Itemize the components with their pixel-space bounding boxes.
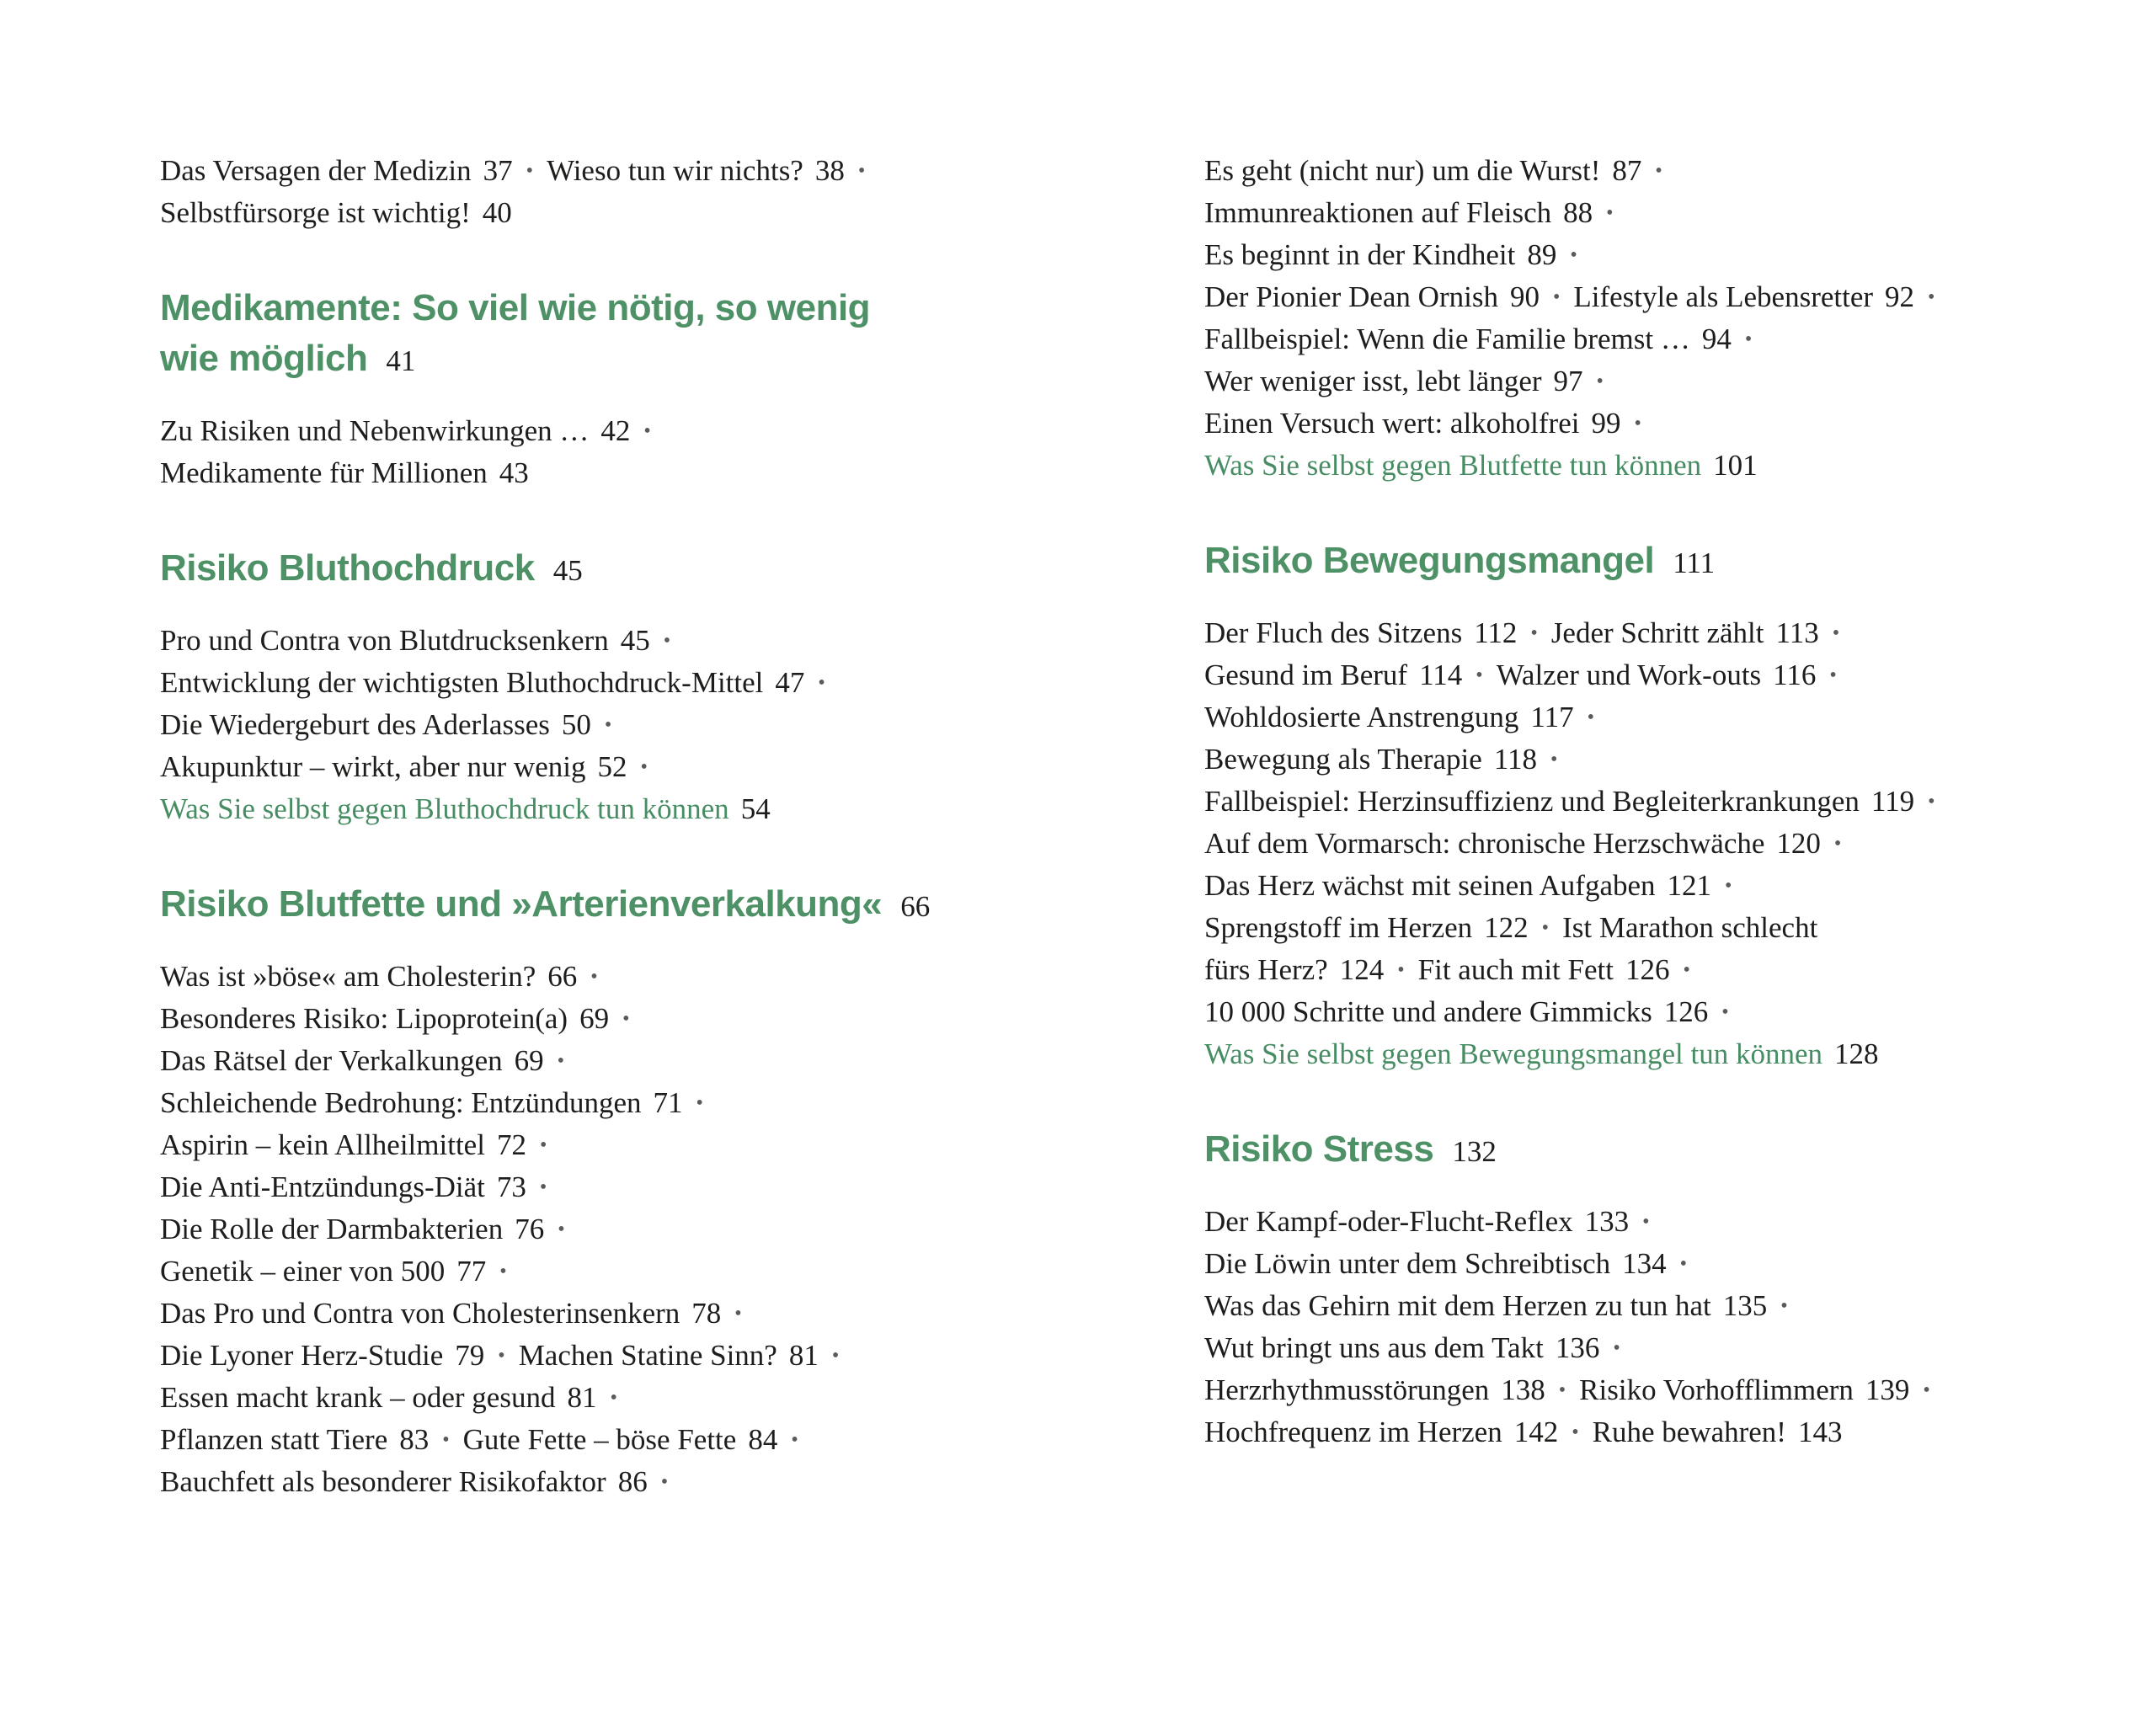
entry-page-number: 73 [496, 1170, 526, 1203]
separator-dot-icon: • [1570, 244, 1577, 266]
separator-dot-icon: • [442, 1429, 450, 1451]
toc-entry [160, 620, 1137, 662]
entry-title: Gesund im Beruf [1204, 659, 1408, 691]
entry-title: Das Versagen der Medizin [160, 154, 472, 187]
entry-title: Was Sie selbst gegen Blutfette tun können [1204, 449, 1702, 482]
entry-title: Auf dem Vormarsch: chronische Herzschwäche [1204, 827, 1765, 860]
separator-dot-icon: • [1832, 622, 1840, 644]
entry-title: Einen Versuch wert: alkoholfrei [1204, 407, 1580, 440]
entry-title: Die Rolle der Darmbakterien [160, 1213, 504, 1245]
entry-group [160, 956, 1137, 1503]
entry-title: Wer weniger isst, lebt länger [1204, 365, 1542, 397]
entry-page-number: 52 [597, 750, 627, 783]
toc-entry [160, 150, 1137, 192]
entry-page-number: 136 [1555, 1331, 1600, 1364]
toc-entry [160, 704, 1137, 746]
toc-entry [1204, 445, 2114, 487]
toc-entry [1204, 823, 2114, 865]
entry-page-number: 133 [1584, 1205, 1630, 1238]
entry-group [1204, 612, 2114, 1075]
entry-page-number: 126 [1625, 953, 1670, 986]
separator-dot-icon: • [818, 672, 825, 694]
entry-group [160, 150, 1137, 234]
entry-page-number: 40 [482, 196, 512, 229]
section-heading-text: Risiko Stress [1204, 1128, 1434, 1170]
entry-page-number: 81 [788, 1339, 819, 1372]
entry-page-number: 143 [1797, 1416, 1843, 1448]
entry-title: Akupunktur – wirkt, aber nur wenig [160, 750, 586, 783]
toc-entry [160, 956, 1137, 998]
entry-title: Was Sie selbst gegen Bluthochdruck tun können [160, 792, 729, 825]
entry-page-number: 92 [1885, 280, 1915, 313]
separator-dot-icon: • [1572, 1421, 1579, 1443]
section-page-number: 66 [900, 890, 931, 923]
entry-page-number: 97 [1553, 365, 1583, 397]
entry-title: Besonderes Risiko: Lipoprotein(a) [160, 1002, 568, 1035]
separator-dot-icon: • [663, 630, 671, 652]
entry-title: Ruhe bewahren! [1592, 1416, 1786, 1448]
separator-dot-icon: • [610, 1387, 617, 1409]
separator-dot-icon: • [1923, 1379, 1930, 1401]
entry-title: Bewegung als Therapie [1204, 743, 1482, 776]
section-heading [1204, 536, 2114, 589]
entry-page-number: 47 [775, 666, 805, 699]
entry-page-number: 89 [1527, 238, 1557, 271]
entry-title: Bauchfett als besonderer Risikofaktor [160, 1465, 606, 1498]
entry-title: Ist Marathon schlecht [1562, 911, 1818, 944]
separator-dot-icon: • [1550, 749, 1558, 771]
toc-entry [160, 1377, 1137, 1419]
entry-title: Medikamente für Millionen [160, 456, 488, 489]
toc-entry [160, 1208, 1137, 1250]
section-heading-row [1204, 1124, 2114, 1177]
section-heading-row [1204, 536, 2114, 589]
toc-entry [1204, 696, 2114, 739]
entry-title: Der Kampf-oder-Flucht-Reflex [1204, 1205, 1573, 1238]
entry-page-number: 54 [740, 792, 771, 825]
entry-title: Fallbeispiel: Wenn die Familie bremst … [1204, 323, 1690, 355]
separator-dot-icon: • [1928, 286, 1935, 308]
entry-page-number: 134 [1622, 1247, 1667, 1280]
separator-dot-icon: • [734, 1303, 742, 1325]
section-heading-row [160, 879, 1137, 932]
separator-dot-icon: • [1642, 1211, 1650, 1233]
entry-title: Die Lyoner Herz-Studie [160, 1339, 444, 1372]
toc-column-right [1204, 150, 2114, 1453]
toc-entry [160, 410, 1137, 452]
entry-page-number: 72 [496, 1128, 526, 1161]
separator-dot-icon: • [499, 1261, 507, 1282]
entry-title: Was Sie selbst gegen Bewegungsmangel tun können [1204, 1037, 1822, 1070]
entry-page-number: 128 [1834, 1037, 1879, 1070]
toc-entry [1204, 234, 2114, 276]
entry-title: Essen macht krank – oder gesund [160, 1381, 556, 1414]
entry-title: Die Löwin unter dem Schreibtisch [1204, 1247, 1611, 1280]
toc-entry [160, 1461, 1137, 1503]
separator-dot-icon: • [1679, 1253, 1688, 1275]
entry-group [1204, 1201, 2114, 1453]
entry-group [1204, 150, 2114, 487]
toc-column-left [160, 150, 1137, 1503]
toc-entry [1204, 781, 2114, 823]
separator-dot-icon: • [791, 1429, 798, 1451]
separator-dot-icon: • [1829, 664, 1837, 686]
entry-page-number: 69 [579, 1002, 610, 1035]
toc-entry [160, 1124, 1137, 1166]
entry-title: Schleichende Bedrohung: Entzündungen [160, 1086, 642, 1119]
separator-dot-icon: • [1655, 160, 1662, 182]
toc-entry [1204, 1033, 2114, 1075]
section-page-number: 111 [1673, 547, 1716, 579]
entry-title: Aspirin – kein Allheilmittel [160, 1128, 485, 1161]
entry-page-number: 138 [1501, 1373, 1545, 1406]
entry-title: Risiko Vorhofflimmern [1579, 1373, 1854, 1406]
section-heading-text: wie möglich [160, 338, 368, 379]
entry-page-number: 101 [1713, 449, 1758, 482]
separator-dot-icon: • [1721, 1001, 1729, 1023]
separator-dot-icon: • [640, 756, 648, 778]
entry-page-number: 135 [1722, 1289, 1768, 1322]
toc-entry [160, 1293, 1137, 1335]
entry-title: Was das Gehirn mit dem Herzen zu tun hat [1204, 1289, 1711, 1322]
entry-title: fürs Herz? [1204, 953, 1328, 986]
entry-title: Pflanzen statt Tiere [160, 1423, 388, 1456]
entry-page-number: 120 [1776, 827, 1821, 860]
toc-entry [1204, 907, 2114, 949]
section-heading-row [160, 283, 1137, 333]
toc-entry [160, 998, 1137, 1040]
entry-page-number: 90 [1509, 280, 1540, 313]
separator-dot-icon: • [831, 1345, 840, 1367]
separator-dot-icon: • [498, 1345, 505, 1367]
separator-dot-icon: • [857, 160, 866, 182]
separator-dot-icon: • [622, 1008, 630, 1030]
entry-title: Pro und Contra von Blutdrucksenkern [160, 624, 609, 657]
separator-dot-icon: • [660, 1471, 669, 1493]
section-heading [160, 283, 1137, 387]
entry-page-number: 87 [1612, 154, 1642, 187]
entry-page-number: 142 [1513, 1416, 1559, 1448]
separator-dot-icon: • [557, 1050, 565, 1072]
toc-entry [1204, 318, 2114, 360]
entry-page-number: 86 [617, 1465, 648, 1498]
toc-entry [160, 1082, 1137, 1124]
separator-dot-icon: • [1634, 413, 1641, 435]
entry-title: Wieso tun wir nichts? [547, 154, 803, 187]
toc-entry [1204, 612, 2114, 654]
entry-page-number: 45 [620, 624, 650, 657]
section-heading-text: Risiko Blutfette und »Arterienverkalkung« [160, 883, 883, 925]
section-heading-row [160, 543, 1137, 596]
separator-dot-icon: • [1552, 286, 1561, 308]
separator-dot-icon: • [1606, 202, 1614, 224]
entry-page-number: 84 [748, 1423, 778, 1456]
entry-page-number: 42 [600, 414, 631, 447]
toc-entry [1204, 403, 2114, 445]
entry-page-number: 69 [514, 1044, 544, 1077]
toc-entry [1204, 1327, 2114, 1369]
separator-dot-icon: • [1530, 622, 1538, 644]
toc-entry [1204, 192, 2114, 234]
separator-dot-icon: • [526, 160, 534, 182]
separator-dot-icon: • [1725, 875, 1732, 897]
entry-page-number: 37 [483, 154, 513, 187]
entry-page-number: 77 [456, 1255, 487, 1288]
section-heading [160, 879, 1137, 932]
section-heading-text: Risiko Bluthochdruck [160, 547, 535, 589]
section-heading [160, 543, 1137, 596]
entry-title: Das Pro und Contra von Cholesterinsenkern [160, 1297, 680, 1330]
toc-entry [1204, 1243, 2114, 1285]
separator-dot-icon: • [643, 420, 651, 442]
toc-entry [160, 1166, 1137, 1208]
separator-dot-icon: • [590, 966, 598, 988]
toc-entry [1204, 739, 2114, 781]
toc-entry [160, 662, 1137, 704]
separator-dot-icon: • [1744, 328, 1753, 350]
section-heading-text: Medikamente: So viel wie nötig, so wenig [160, 287, 871, 328]
toc-entry [1204, 865, 2114, 907]
entry-group [160, 410, 1137, 494]
separator-dot-icon: • [1683, 959, 1690, 981]
entry-title: Gute Fette – böse Fette [462, 1423, 737, 1456]
toc-entry [1204, 949, 2114, 991]
entry-title: Die Wiedergeburt des Aderlasses [160, 708, 550, 741]
separator-dot-icon: • [1541, 917, 1550, 939]
entry-page-number: 50 [561, 708, 591, 741]
separator-dot-icon: • [1596, 371, 1604, 392]
entry-page-number: 79 [455, 1339, 485, 1372]
separator-dot-icon: • [1613, 1337, 1620, 1359]
entry-title: Wohldosierte Anstrengung [1204, 701, 1519, 733]
toc-entry [160, 192, 1137, 234]
toc-entry [160, 1335, 1137, 1377]
entry-page-number: 66 [547, 960, 578, 993]
entry-page-number: 113 [1775, 616, 1819, 649]
section-page-number: 45 [552, 554, 583, 587]
toc-entry [160, 1419, 1137, 1461]
entry-title: Der Fluch des Sitzens [1204, 616, 1463, 649]
entry-title: Selbstfürsorge ist wichtig! [160, 196, 471, 229]
entry-page-number: 139 [1865, 1373, 1910, 1406]
entry-page-number: 76 [515, 1213, 545, 1245]
entry-title: Machen Statine Sinn? [518, 1339, 777, 1372]
separator-dot-icon: • [539, 1176, 547, 1198]
entry-title: Es beginnt in der Kindheit [1204, 238, 1516, 271]
entry-page-number: 43 [499, 456, 529, 489]
entry-page-number: 99 [1591, 407, 1621, 440]
toc-entry [1204, 1285, 2114, 1327]
entry-title: Lifestyle als Lebensretter [1573, 280, 1874, 313]
toc-entry [1204, 360, 2114, 403]
entry-page-number: 94 [1701, 323, 1732, 355]
entry-page-number: 122 [1484, 911, 1529, 944]
entry-title: Walzer und Work-outs [1496, 659, 1762, 691]
entry-title: Es geht (nicht nur) um die Wurst! [1204, 154, 1601, 187]
entry-title: Wut bringt uns aus dem Takt [1204, 1331, 1544, 1364]
entry-page-number: 38 [814, 154, 845, 187]
entry-title: Immunreaktionen auf Fleisch [1204, 196, 1552, 229]
entry-title: Herzrhythmusstörungen [1204, 1373, 1490, 1406]
toc-entry [1204, 150, 2114, 192]
entry-title: 10 000 Schritte und andere Gimmicks [1204, 995, 1652, 1028]
entry-page-number: 88 [1563, 196, 1593, 229]
separator-dot-icon: • [1476, 664, 1483, 686]
entry-page-number: 114 [1419, 659, 1463, 691]
entry-title: Hochfrequenz im Herzen [1204, 1416, 1502, 1448]
separator-dot-icon: • [1780, 1295, 1788, 1317]
separator-dot-icon: • [1397, 959, 1405, 981]
entry-title: Fit auch mit Fett [1417, 953, 1614, 986]
toc-entry [160, 1040, 1137, 1082]
toc-entry [160, 788, 1137, 830]
section-heading [1204, 1124, 2114, 1177]
separator-dot-icon: • [558, 1218, 565, 1240]
separator-dot-icon: • [604, 714, 612, 736]
entry-title: Entwicklung der wichtigsten Bluthochdruck-Mittel [160, 666, 764, 699]
separator-dot-icon: • [539, 1134, 547, 1156]
entry-page-number: 126 [1663, 995, 1709, 1028]
entry-page-number: 116 [1773, 659, 1817, 691]
entry-title: Was ist »böse« am Cholesterin? [160, 960, 536, 993]
toc-entry [1204, 1201, 2114, 1243]
toc-entry [160, 1250, 1137, 1293]
entry-title: Jeder Schritt zählt [1550, 616, 1764, 649]
entry-title: Genetik – einer von 500 [160, 1255, 446, 1288]
separator-dot-icon: • [1928, 791, 1935, 813]
entry-title: Das Rätsel der Verkalkungen [160, 1044, 503, 1077]
entry-page-number: 112 [1474, 616, 1518, 649]
entry-page-number: 71 [653, 1086, 683, 1119]
section-heading-row [160, 333, 1137, 387]
toc-entry [1204, 1411, 2114, 1453]
toc-entry [1204, 1369, 2114, 1411]
entry-group [160, 620, 1137, 830]
entry-page-number: 117 [1530, 701, 1574, 733]
entry-title: Der Pionier Dean Ornish [1204, 280, 1498, 313]
toc-entry [1204, 991, 2114, 1033]
entry-page-number: 121 [1667, 869, 1712, 902]
entry-page-number: 124 [1339, 953, 1385, 986]
entry-page-number: 119 [1870, 785, 1915, 818]
entry-title: Das Herz wächst mit seinen Aufgaben [1204, 869, 1656, 902]
separator-dot-icon: • [696, 1092, 703, 1114]
entry-page-number: 83 [399, 1423, 430, 1456]
entry-title: Die Anti-Entzündungs-Diät [160, 1170, 485, 1203]
separator-dot-icon: • [1558, 1379, 1566, 1401]
entry-title: Zu Risiken und Nebenwirkungen … [160, 414, 590, 447]
entry-page-number: 118 [1493, 743, 1538, 776]
entry-title: Sprengstoff im Herzen [1204, 911, 1473, 944]
toc-entry [1204, 654, 2114, 696]
separator-dot-icon: • [1833, 833, 1842, 855]
section-page-number: 132 [1452, 1135, 1497, 1168]
section-page-number: 41 [386, 344, 416, 377]
separator-dot-icon: • [1587, 707, 1594, 728]
section-heading-text: Risiko Bewegungsmangel [1204, 540, 1655, 581]
toc-entry [160, 746, 1137, 788]
entry-title: Fallbeispiel: Herzinsuffizienz und Begleiterkrankungen [1204, 785, 1860, 818]
entry-page-number: 81 [567, 1381, 597, 1414]
entry-page-number: 78 [691, 1297, 722, 1330]
toc-entry [160, 452, 1137, 494]
toc-entry [1204, 276, 2114, 318]
